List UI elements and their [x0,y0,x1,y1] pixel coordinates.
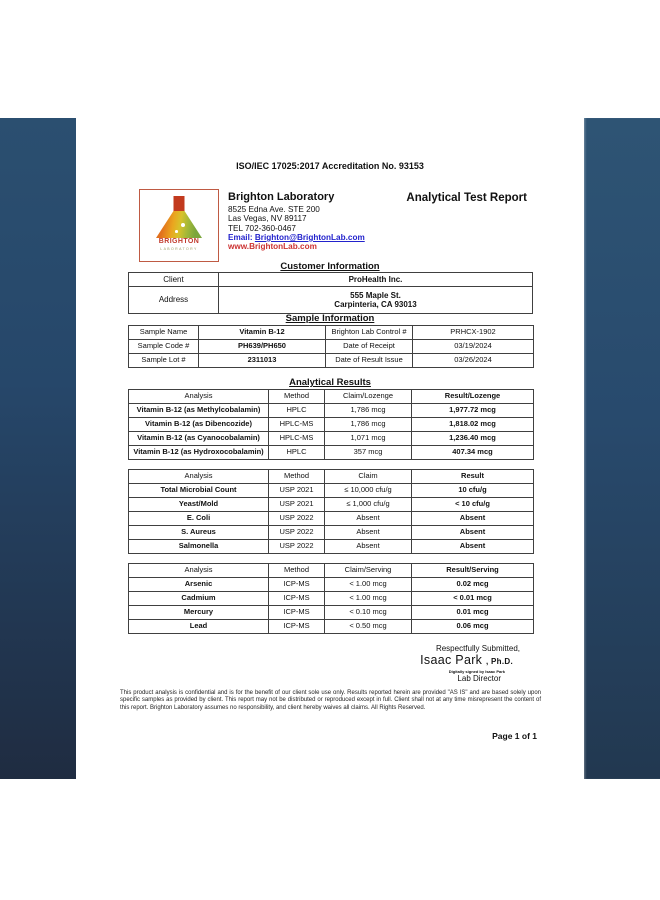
claim-cell: 1,071 mcg [325,432,412,446]
column-header: Analysis [129,470,269,484]
table-row [129,273,533,287]
column-header: Claim/Lozenge [325,390,412,404]
claim-cell: Absent [325,512,412,526]
address-line2: Carpinteria, CA 93013 [334,300,417,309]
signature-block [233,644,523,683]
table-row [129,340,534,354]
column-header: Method [269,564,325,578]
website-link[interactable]: www.BrightonLab.com [228,242,317,252]
analysis-cell: Yeast/Mold [129,498,269,512]
analysis-cell: S. Aureus [129,526,269,540]
sample-value-cell: PRHCX-1902 [413,326,534,340]
result-cell: < 0.01 mcg [412,592,534,606]
method-cell: ICP-MS [269,620,325,634]
method-cell: ICP-MS [269,592,325,606]
result-cell: 1,977.72 mcg [412,404,534,418]
accreditation-line: ISO/IEC 17025:2017 Accreditation No. 93153 [236,161,424,171]
sample-label-cell: Sample Name [129,326,199,340]
claim-cell: Absent [325,540,412,554]
background-panel-right [584,118,660,779]
logo-wordmark: BRIGHTON [158,238,200,245]
column-header: Analysis [129,564,269,578]
claim-cell: 357 mcg [325,446,412,460]
claim-cell: < 0.10 mcg [325,606,412,620]
claim-cell: Absent [325,526,412,540]
sample-value-cell: 2311013 [199,354,326,368]
table-row [129,287,533,314]
table-row [129,592,534,606]
method-cell: USP 2021 [269,484,325,498]
lab-name: Brighton Laboratory [228,191,335,203]
result-cell: 407.34 mcg [412,446,534,460]
vitamin-results-table [128,389,534,460]
sample-label-cell: Brighton Lab Control # [326,326,413,340]
client-label-cell: Client [129,273,219,287]
email-label: Email: [228,232,253,242]
address-value-cell [219,287,533,314]
table-row [129,354,534,368]
result-cell: < 10 cfu/g [412,498,534,512]
column-header: Result/Lozenge [412,390,534,404]
column-header: Claim [325,470,412,484]
background-panel-left [0,118,76,779]
analysis-cell: Vitamin B-12 (as Cyanocobalamin) [129,432,269,446]
analysis-cell: Lead [129,620,269,634]
table-row [129,498,534,512]
column-header: Claim/Serving [325,564,412,578]
sample-label-cell: Sample Lot # [129,354,199,368]
column-header: Result [412,470,534,484]
result-cell: 10 cfu/g [412,484,534,498]
flask-neck [174,196,185,213]
sample-info-title: Sample Information [285,313,375,324]
table-row [129,540,534,554]
brighton-logo [139,189,219,262]
table-row [129,404,534,418]
analysis-cell: Vitamin B-12 (as Methylcobalamin) [129,404,269,418]
submitted-line: Respectfully Submitted, [435,644,520,653]
method-cell: USP 2022 [269,526,325,540]
analytical-results-title: Analytical Results [289,377,371,388]
flask-bubble [181,223,185,227]
claim-cell: < 1.00 mcg [325,592,412,606]
signer-suffix: , Ph.D. [486,657,513,666]
analysis-cell: Mercury [129,606,269,620]
table-row [129,620,534,634]
method-cell: HPLC [269,446,325,460]
page-number: Page 1 of 1 [492,731,537,741]
table-row [129,418,534,432]
sample-value-cell: PH639/PH650 [199,340,326,354]
table-row [129,512,534,526]
sample-label-cell: Date of Receipt [326,340,413,354]
result-cell: 0.06 mcg [412,620,534,634]
result-cell: Absent [412,540,534,554]
column-header: Result/Serving [412,564,534,578]
email-link[interactable]: Brighton@BrightonLab.com [254,232,365,242]
claim-cell: < 0.50 mcg [325,620,412,634]
method-cell: USP 2021 [269,498,325,512]
lab-address-line2: Las Vegas, NV 89117 [228,214,307,224]
analysis-cell: Cadmium [129,592,269,606]
microbial-results-table [128,469,534,554]
table-row [129,446,534,460]
table-row [129,432,534,446]
sample-info-table [128,325,534,368]
sample-label-cell: Date of Result Issue [326,354,413,368]
table-header-row [129,564,534,578]
column-header: Method [269,470,325,484]
claim-cell: 1,786 mcg [325,418,412,432]
result-cell: 1,236.40 mcg [412,432,534,446]
table-header-row [129,470,534,484]
logo-subtext: LABORATORY [160,247,198,251]
flask-body [156,211,202,238]
claim-cell: 1,786 mcg [325,404,412,418]
method-cell: ICP-MS [269,578,325,592]
lab-address-line1: 8525 Edna Ave. STE 200 [228,205,320,214]
sample-value-cell: Vitamin B-12 [199,326,326,340]
result-cell: Absent [412,512,534,526]
analysis-cell: Salmonella [129,540,269,554]
client-value-cell: ProHealth Inc. [219,273,533,287]
table-row [129,578,534,592]
method-cell: HPLC-MS [269,418,325,432]
result-cell: 0.01 mcg [412,606,534,620]
address-label-cell: Address [129,287,219,314]
sample-label-cell: Sample Code # [129,340,199,354]
table-row [129,326,534,340]
heavy-metals-table [128,563,534,634]
flask-icon [140,196,218,238]
column-header: Method [269,390,325,404]
table-row [129,526,534,540]
disclaimer-text: This product analysis is confidential and is for the benefit of our client sole use only. Results reported herein are provided "AS IS" and are based solely upon specific samples as provided by client. This report may not be distributed or reproduced except in full. Client shall not at any time misrepresent the content of this report. Brighton Laboratory assumes no responsibility, and client hereby waives all claims. All Rights Reserved. [120,690,541,711]
analysis-cell: E. Coli [129,512,269,526]
method-cell: ICP-MS [269,606,325,620]
analysis-cell: Vitamin B-12 (as Hydroxocobalamin) [129,446,269,460]
lab-email-line [228,233,365,242]
analysis-cell: Total Microbial Count [129,484,269,498]
result-cell: Absent [412,526,534,540]
claim-cell: < 1.00 mcg [325,578,412,592]
method-cell: HPLC [269,404,325,418]
signer-role: Lab Director [457,674,501,683]
lab-phone: TEL 702-360-0467 [228,223,296,233]
analysis-cell: Vitamin B-12 (as Dibencozide) [129,418,269,432]
claim-cell: ≤ 1,000 cfu/g [325,498,412,512]
customer-info-table [128,272,533,314]
table-row [129,484,534,498]
table-row [129,606,534,620]
customer-info-title: Customer Information [280,261,380,272]
claim-cell: ≤ 10,000 cfu/g [325,484,412,498]
result-cell: 0.02 mcg [412,578,534,592]
method-cell: USP 2022 [269,540,325,554]
table-header-row [129,390,534,404]
column-header: Analysis [129,390,269,404]
flask-bubble [175,230,178,233]
sample-value-cell: 03/26/2024 [413,354,534,368]
method-cell: USP 2022 [269,512,325,526]
analysis-cell: Arsenic [129,578,269,592]
address-line1: 555 Maple St. [350,290,401,300]
result-cell: 1,818.02 mcg [412,418,534,432]
signer-name-text: Isaac Park [420,653,483,667]
sample-value-cell: 03/19/2024 [413,340,534,354]
signer-name [233,653,523,669]
digital-signature-note: Digitally signed by Isaac Park [448,669,505,674]
report-title: Analytical Test Report [406,192,527,204]
method-cell: HPLC-MS [269,432,325,446]
